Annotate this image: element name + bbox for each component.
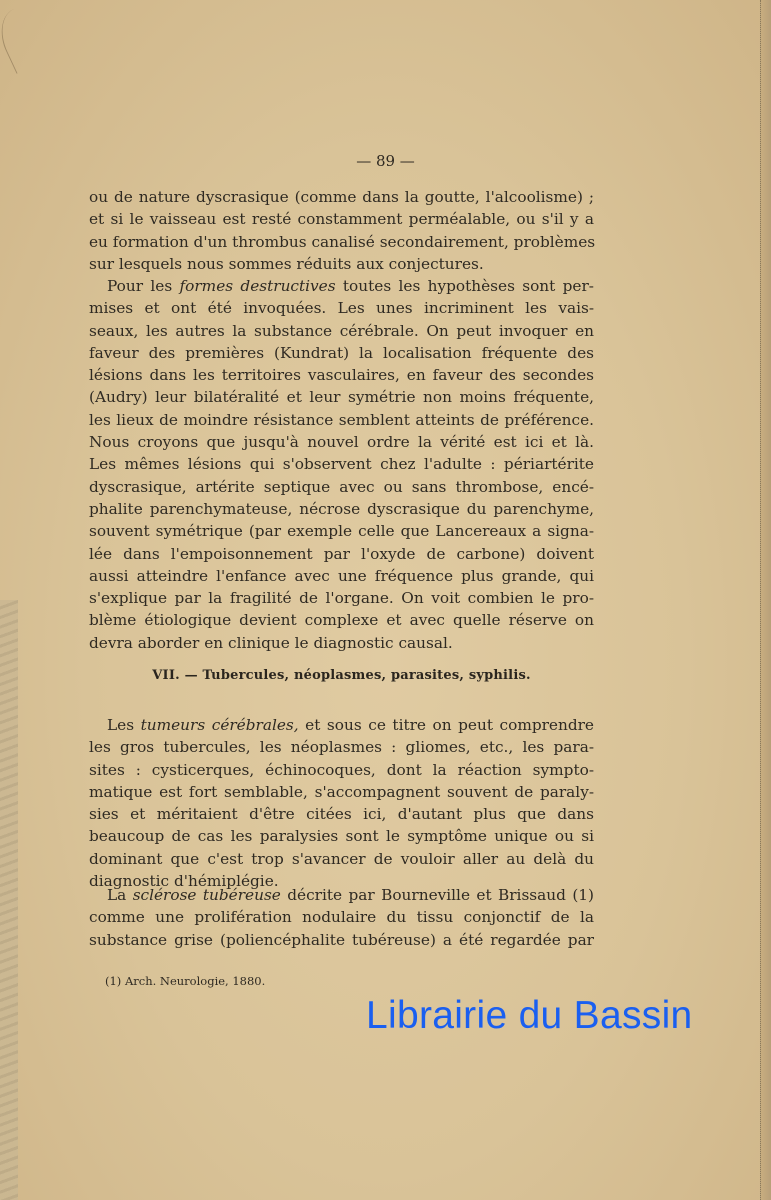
text-line-first	[89, 275, 594, 297]
text-line: Les mêmes lésions qui s'observent chez l'adulte : périartérite	[89, 455, 594, 474]
paragraph-1	[89, 186, 594, 275]
text-line: blème étiologique devient complexe et avec quelle réserve on	[89, 611, 594, 630]
italic-term: formes destructives	[179, 277, 336, 295]
paper-crease	[0, 2, 54, 74]
text-span: La	[107, 886, 133, 904]
page-number: — 89 —	[356, 152, 415, 170]
paragraph-3	[89, 714, 594, 892]
text-line: matique est fort semblable, s'accompagnent souvent de paraly-	[89, 782, 594, 801]
paragraph-2	[89, 275, 594, 654]
text-line: beaucoup de cas les paralysies sont le symptôme unique ou si	[89, 827, 594, 846]
text-line: et si le vaisseau est resté constamment perméalable, ou s'il y a	[89, 210, 594, 229]
text-line: lésions dans les territoires vasculaires, en faveur des secondes	[89, 366, 594, 385]
text-line: phalite parenchymateuse, nécrose dyscrasique du parenchyme,	[89, 499, 594, 518]
text-line: seaux, les autres la substance cérébrale. On peut invoquer en	[89, 321, 594, 340]
text-line: sur lesquels nous sommes réduits aux conjectures.	[89, 254, 484, 273]
text-line: s'explique par la fragilité de l'organe. On voit combien le pro-	[89, 589, 594, 608]
adjacent-page-edge	[0, 600, 18, 1200]
page-right-edge	[760, 0, 771, 1200]
text-line: (Audry) leur bilatéralité et leur symétrie non moins fréquente,	[89, 388, 594, 407]
italic-term: tumeurs cérébrales,	[140, 716, 299, 734]
text-line-first	[89, 714, 594, 736]
italic-term: sclérose tubéreuse	[132, 886, 281, 904]
watermark-librairie: Librairie du Bassin	[366, 994, 693, 1037]
text-line: ou de nature dyscrasique (comme dans la goutte, l'alcoolisme) ;	[89, 188, 594, 206]
text-line-first	[89, 884, 594, 906]
text-span: décrite par Bourneville et Brissaud (1)	[280, 886, 594, 904]
text-line: sites : cysticerques, échinocoques, dont la réaction sympto-	[89, 760, 594, 779]
text-line: eu formation d'un thrombus canalisé secondairement, problèmes	[89, 232, 596, 251]
text-line: Nous croyons que jusqu'à nouvel ordre la vérité est ici et là.	[89, 433, 594, 452]
paragraph-4	[89, 884, 594, 951]
text-line: sies et méritaient d'être citées ici, d'autant plus que dans	[89, 805, 594, 824]
text-span: toutes les hypothèses sont per-	[335, 277, 594, 295]
text-span: Pour les	[107, 277, 180, 295]
text-line: dyscrasique, artérite septique avec ou sans thrombose, encé-	[89, 477, 594, 496]
text-line: substance grise (poliencéphalite tubéreuse) a été regardée par	[89, 930, 594, 949]
footnote: (1) Arch. Neurologie, 1880.	[105, 974, 266, 988]
text-line: faveur des premières (Kundrat) la localisation fréquente des	[89, 343, 594, 362]
text-line: lée dans l'empoisonnement par l'oxyde de carbone) doivent	[89, 544, 594, 563]
text-line: comme une prolifération nodulaire du tissu conjonctif de la	[89, 908, 594, 927]
text-line: mises et ont été invoquées. Les unes incriminent les vais-	[89, 299, 594, 318]
text-line: les gros tubercules, les néoplasmes : gliomes, etc., les para-	[89, 738, 594, 757]
text-span: Les	[107, 716, 141, 734]
text-line: dominant que c'est trop s'avancer de vouloir aller au delà du	[89, 849, 594, 868]
text-line: les lieux de moindre résistance semblent atteints de préférence.	[89, 410, 594, 429]
text-span: et sous ce titre on peut comprendre	[298, 716, 594, 734]
text-line: souvent symétrique (par exemple celle que Lancereaux a signa-	[89, 522, 594, 541]
text-line: aussi atteindre l'enfance avec une fréquence plus grande, qui	[89, 566, 594, 585]
text-line: diagnostic d'hémiplégie.	[89, 872, 279, 891]
text-line: devra aborder en clinique le diagnostic causal.	[89, 633, 453, 652]
section-heading: VII. — Tubercules, néoplasmes, parasites, syphilis.	[152, 668, 531, 683]
